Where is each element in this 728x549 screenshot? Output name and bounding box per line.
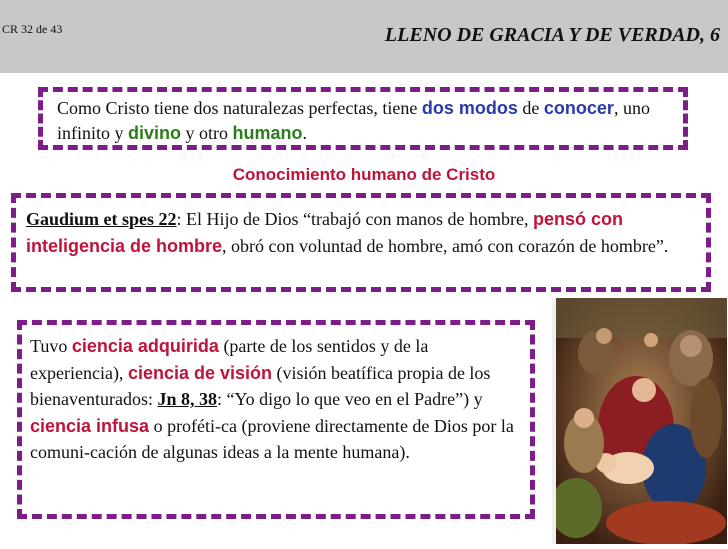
- science-text: Tuvo: [30, 336, 72, 356]
- science-box: [17, 320, 535, 519]
- science-text: (visión beatífica propia de los bienaventurados:: [30, 362, 491, 409]
- intro-text: de: [517, 98, 544, 118]
- quote-text: , obró con voluntad de hombre, amó con corazón de hombre”.: [222, 236, 669, 256]
- slide-counter: CR 32 de 43: [2, 22, 63, 36]
- highlight-ciencia-adquirida: ciencia adquirida: [71, 336, 219, 356]
- highlight-divino: divino: [128, 123, 181, 143]
- science-text: o proféti-ca (proviene directamente de Dios por la comuni-cación de algunas ideas a la mente humana).: [30, 415, 514, 462]
- intro-text: .: [302, 123, 307, 143]
- highlight-inteligencia: pensó con inteligencia de hombre: [26, 209, 623, 256]
- highlight-conocer: conocer: [543, 98, 614, 118]
- painting-illustration: [556, 298, 727, 544]
- quote-box: [11, 193, 711, 292]
- section-heading: Conocimiento humano de Cristo: [232, 165, 496, 184]
- slide-header: [0, 0, 728, 73]
- science-text: : “Yo digo lo que veo en el Padre”) y: [216, 389, 483, 409]
- reference-jn-8-38[interactable]: Jn 8, 38: [157, 389, 217, 409]
- highlight-dos-modos: dos modos: [421, 98, 518, 118]
- intro-text: , uno infinito y: [57, 98, 650, 143]
- highlight-ciencia-de-vision: ciencia de visión: [127, 362, 272, 383]
- intro-box: [38, 87, 688, 150]
- highlight-humano: humano: [232, 123, 303, 143]
- science-text: (parte de los sentidos y de la experiencia),: [30, 336, 429, 383]
- intro-text: Como Cristo tiene dos naturalezas perfectas, tiene: [57, 98, 422, 118]
- holy-family-painting: [552, 298, 727, 544]
- reference-gaudium-et-spes[interactable]: Gaudium et spes 22: [26, 209, 177, 229]
- slide-title: LLENO DE GRACIA Y DE VERDAD, 6: [384, 24, 720, 46]
- quote-text: : El Hijo de Dios “trabajó con manos de hombre,: [176, 209, 533, 229]
- intro-text: y otro: [181, 123, 233, 143]
- highlight-ciencia-infusa: ciencia infusa: [30, 415, 150, 436]
